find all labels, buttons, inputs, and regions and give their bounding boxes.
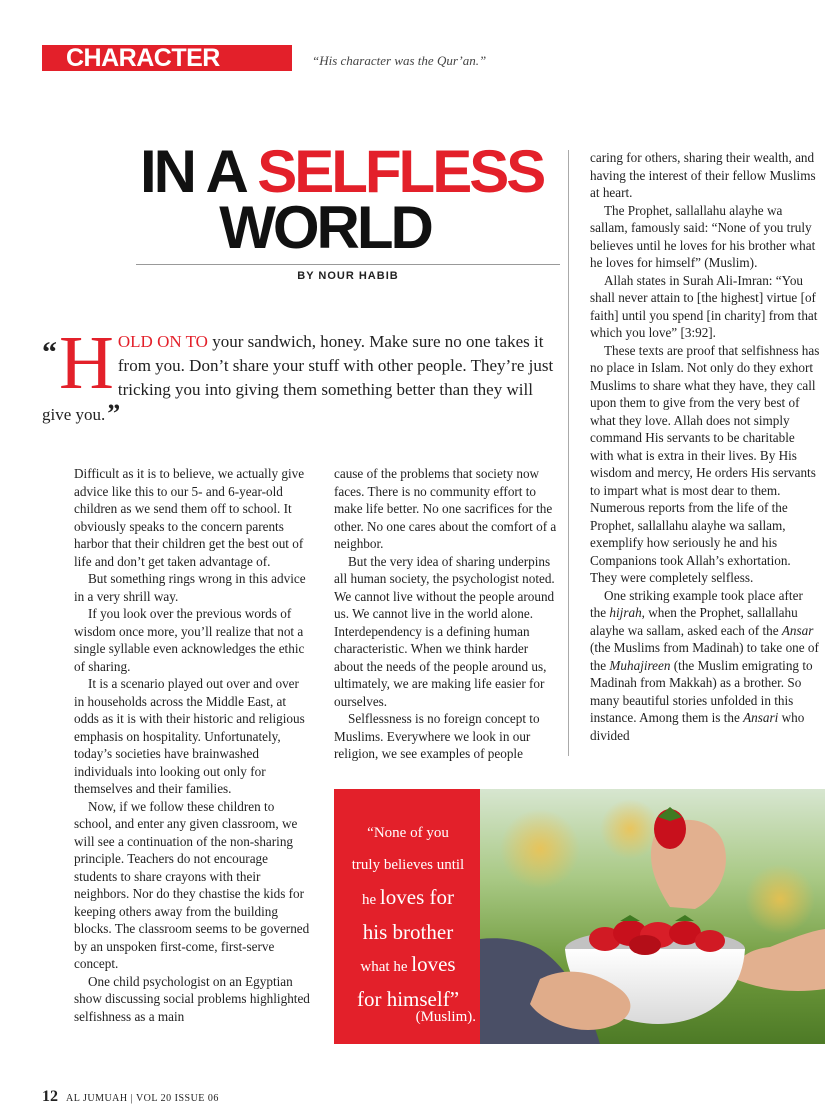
- text-run: (the Muslim emigrating to Madinah from Makkah) as a brother. So many beautiful stories unfolded in this instance. Among them is the: [590, 657, 813, 725]
- callout-quote: [340, 817, 476, 1015]
- paragraph: caring for others, sharing their wealth, and having the interest of their fellow Muslims at heart.: [590, 150, 816, 200]
- text-run: who divided: [590, 710, 805, 743]
- pull-quote-close-mark: ”: [107, 399, 121, 428]
- callout-line: truly believes until: [351, 857, 465, 873]
- byline: BY NOUR HABIB: [297, 270, 399, 282]
- text-run: (the Muslims from Madinah) to take one of the: [590, 640, 819, 673]
- callout-line: his brother: [362, 920, 454, 944]
- callout-line: for himself”: [356, 987, 460, 1011]
- paragraph: [590, 587, 820, 745]
- italic-term: Ansari: [743, 710, 779, 725]
- italic-term: Muhajireen: [609, 657, 671, 673]
- callout-line: [340, 948, 476, 983]
- publication-info: AL JUMUAH | VOL 20 ISSUE 06: [66, 1093, 219, 1104]
- page-number: 12: [42, 1088, 58, 1105]
- text-run: , when the Prophet, sallallahu alayhe wa sallam, asked each of the: [590, 605, 798, 638]
- article-title-line-2: WORLD: [219, 194, 431, 261]
- paragraph: These texts are proof that selfishness has no place in Islam. Not only do they exhort Muslims to share what they have, they call upon them to give from the very best of what they love. Allah does not simply command His servants to be charitable with what is extra in their lives. By His wisdom and mercy, He orders His servants to impart what is most dear to them. Numerous reports from the life of the Prophet, sallallahu alayhe wa sallam, exemplify how seriously he and his Companions took Allah’s exhortation. They were completely selfless.: [590, 342, 820, 585]
- paragraph: cause of the problems that society now faces. There is no community effort to make life better. No one sacrifices for the other. No one cares about the comfort of a neighbor.: [334, 466, 557, 551]
- paragraph: But something rings wrong in this advice in a very shrill way.: [74, 571, 306, 604]
- paragraph: If you look over the previous words of wisdom once more, you’ll realize that not a single syllable even acknowledges the ethic of sharing.: [74, 606, 305, 674]
- text-run: One striking example took place after the: [590, 587, 803, 620]
- callout-small: he: [362, 892, 380, 908]
- pull-quote-text: your sandwich, honey. Make sure no one takes it from you. Don’t share your stuff with other people. They’re just tricking you into giving them something better than they will give you.: [42, 332, 554, 424]
- italic-term: Ansar: [781, 622, 814, 638]
- pull-quote-lead: OLD ON TO: [117, 332, 208, 351]
- paragraph: It is a scenario played out over and over in households across the Middle East, at odds as it is with their historic and religious emphasis on hospitality. Unfortunately, today’s societies have brainwashed individuals into looking out only for themselves and their families.: [74, 676, 305, 796]
- callout-line: “None of you: [367, 825, 449, 841]
- section-tagline: “His character was the Qur’an.”: [312, 53, 487, 68]
- pull-quote: [42, 321, 562, 428]
- italic-term: hijrah: [609, 605, 642, 620]
- paragraph: Selflessness is no foreign concept to Muslims. Everywhere we look in our religion, we see examples of people: [334, 711, 540, 761]
- paragraph: Allah states in Surah Ali-Imran: “You shall never attain to [the highest] virtue [of faith] until you spend [in charity] from that which you love” [3:92].: [590, 272, 818, 340]
- strawberry-bowl-photo: [480, 789, 825, 1044]
- paragraph: Now, if we follow these children to school, and enter any given classroom, we will see a continuation of the non-sharing principle. Teachers do not encourage students to share crayons with their neighbors. Nor do they chastise the kids for keeping others away from the building blocks. The classroom seems to be governed by an unspoken first-come, first-serve concept.: [74, 798, 310, 971]
- paragraph: But the very idea of sharing underpins all human society, the psychologist noted. We cannot live without the people around us. We cannot live in the world alone. Interdependency is a defining human characteristic. When we think harder about the needs of the people around us, ultimately, we are making life easier for ourselves.: [334, 553, 555, 709]
- callout-line: [340, 881, 476, 916]
- paragraph: One child psychologist on an Egyptian show discussing social problems highlighted selfishness as a main: [74, 973, 310, 1024]
- callout-source: (Muslim).: [415, 1009, 476, 1025]
- body-column-1: [74, 465, 312, 1025]
- body-column-2: [334, 465, 560, 763]
- pull-quote-dropcap: H: [59, 321, 114, 405]
- section-label: CHARACTER: [66, 44, 220, 72]
- strawberry-bowl-illustration: [480, 789, 825, 1044]
- article-title-line-1: [140, 138, 544, 205]
- page-footer: [42, 1088, 219, 1106]
- body-column-3: [590, 149, 820, 744]
- paragraph: The Prophet, sallallahu alayhe wa sallam, famously said: “None of you truly believes until he loves for his brother what he loves for himself” (Muslim).: [590, 202, 816, 270]
- paragraph: Difficult as it is to believe, we actually give advice like this to our 5- and 6-year-old children as we send them off to school. It obviously speaks to the concern parents harbor that their children get the best out of life and don’t get taken advantage of.: [74, 466, 305, 569]
- column-divider: [568, 150, 569, 756]
- title-part-2-red: SELFLESS: [257, 138, 544, 205]
- callout-big: loves for: [379, 885, 454, 909]
- title-part-1: IN A: [140, 138, 244, 205]
- callout-big: loves: [411, 952, 456, 976]
- callout-small: what he: [360, 959, 412, 975]
- title-rule: [136, 264, 560, 265]
- pull-quote-open-mark: “: [42, 336, 57, 369]
